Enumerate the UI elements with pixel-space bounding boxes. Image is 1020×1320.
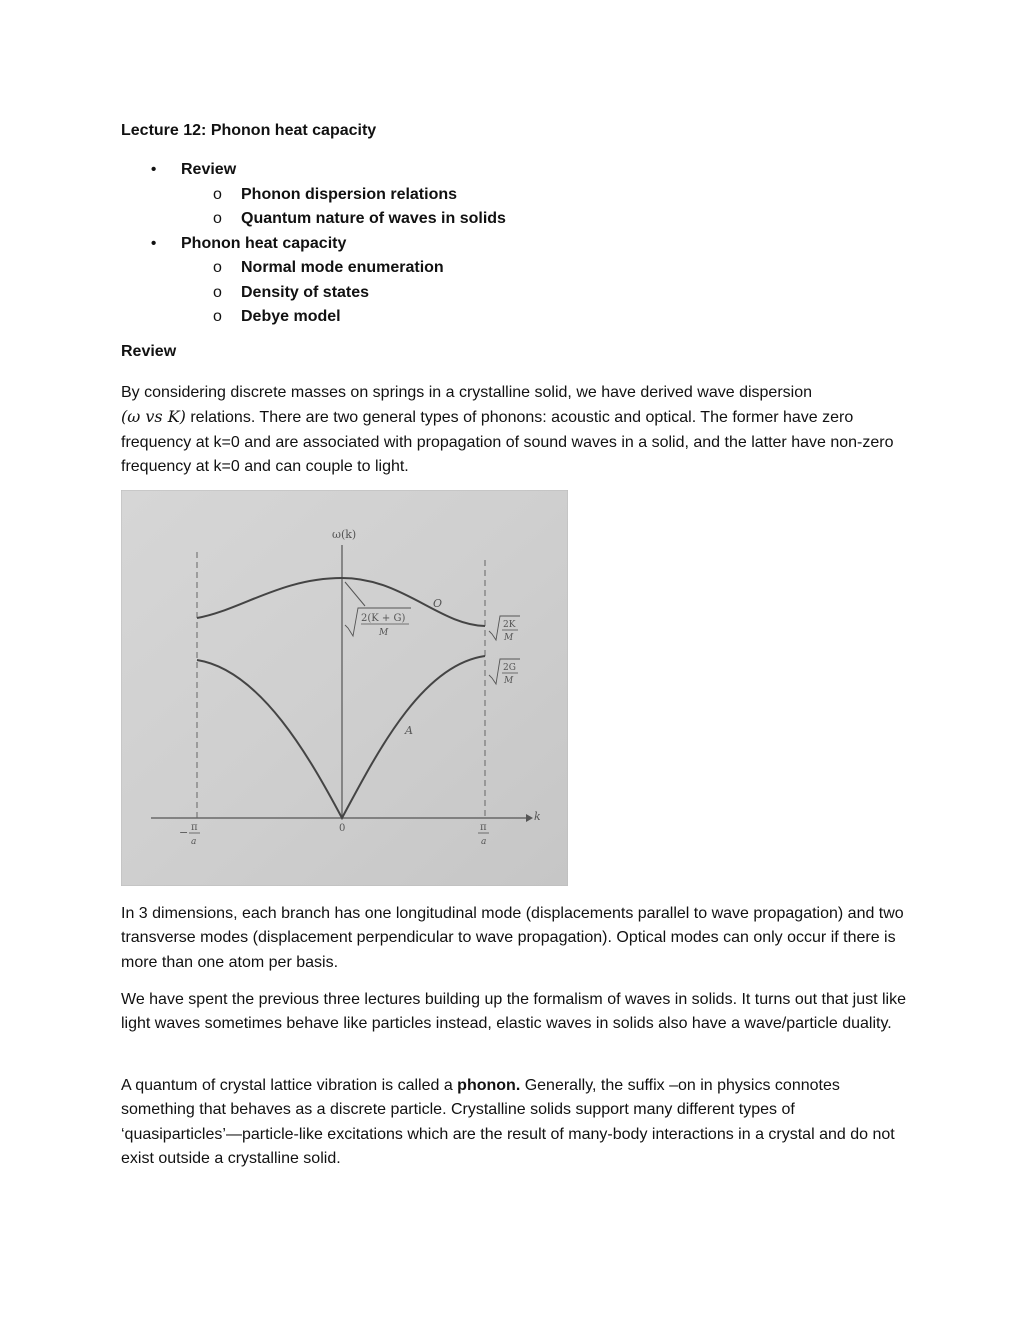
center-freq-numerator: 2(K + G) (361, 613, 406, 624)
subitem-marker: o (213, 283, 222, 301)
origin-label: 0 (339, 823, 346, 834)
bullet-marker: • (151, 234, 157, 252)
outline-item-label: Phonon heat capacity (181, 234, 347, 252)
page-title: Lecture 12: Phonon heat capacity (121, 122, 377, 139)
outline-item-review (121, 160, 821, 185)
paragraph-wave-particle: We have spent the previous three lectures building up the formalism of waves in solids. It turns out that just like light waves sometimes behave like particles instead, elastic waves in solids also have a wave/particle duality. (121, 991, 906, 1033)
paragraph-text: Generally, the suffix –on in physics connotes something that behaves as a discrete particle. Crystalline solids support many different types of ‘quasiparticles’—particle-like excitations which are the result of many-body interactions in a crystal and do not exist outside a crystalline solid. (121, 1077, 895, 1167)
right-zone-denominator: a (481, 837, 487, 847)
outline-item-phonon-heat-capacity (121, 234, 821, 259)
edge-optical-denominator: M (504, 633, 514, 643)
paragraph-text: relations. There are two general types of phonons: acoustic and optical. The former have zero frequency at k=0 and are associated with propagation of sound waves in a solid, and the latter have non-zero frequency at k=0 and can couple to light. (121, 409, 894, 475)
outline-subitem (121, 258, 821, 283)
left-zone-sign: − (179, 826, 189, 839)
bullet-marker: • (151, 161, 157, 178)
k-axis-label: k (534, 810, 541, 823)
inline-math: (ω vs K) (121, 407, 186, 427)
paragraph-phonon-definition (121, 1074, 911, 1171)
outline-item-label: Review (181, 161, 237, 178)
outline-subitem-label: Debye model (241, 308, 341, 325)
acoustic-branch-label: A (405, 724, 413, 737)
paragraph-dispersion (121, 381, 911, 479)
optical-branch-label: O (433, 597, 443, 610)
subitem-marker: o (213, 308, 222, 325)
left-zone-numerator: π (191, 822, 198, 833)
outline-subitem (121, 283, 821, 308)
section-heading-review: Review (121, 343, 177, 360)
outline-subitem-label: Density of states (241, 283, 370, 301)
subitem-marker: o (213, 210, 222, 227)
dispersion-figure (121, 490, 568, 886)
omega-axis-label: ω(k) (332, 528, 357, 541)
outline-subitem-label: Normal mode enumeration (241, 259, 444, 276)
edge-optical-numerator: 2K (503, 620, 516, 630)
paragraph-text: A quantum of crystal lattice vibration is called a (121, 1077, 458, 1094)
center-freq-denominator: M (379, 628, 389, 638)
outline-subitem-label: Phonon dispersion relations (241, 185, 458, 203)
subitem-marker: o (213, 185, 222, 203)
edge-acoustic-denominator: M (504, 676, 514, 686)
phonon-term: phonon. (457, 1077, 521, 1094)
outline-subitem (121, 185, 821, 210)
dispersion-plot (121, 490, 568, 886)
outline-subitem-label: Quantum nature of waves in solids (241, 210, 506, 227)
outline-subitem (121, 209, 821, 234)
paragraph-text: By considering discrete masses on springs in a crystalline solid, we have derived wave dispersion (121, 384, 812, 401)
subitem-marker: o (213, 259, 222, 276)
right-zone-numerator: π (480, 822, 487, 833)
left-zone-denominator: a (191, 837, 197, 847)
lecture-outline (121, 160, 821, 332)
edge-acoustic-numerator: 2G (503, 663, 516, 673)
paragraph-3d-modes: In 3 dimensions, each branch has one longitudinal mode (displacements parallel to wave propagation) and two transverse modes (displacement perpendicular to wave propagation). Optical modes can only occur if there is more than one atom per basis. (121, 905, 904, 971)
outline-subitem (121, 307, 821, 332)
